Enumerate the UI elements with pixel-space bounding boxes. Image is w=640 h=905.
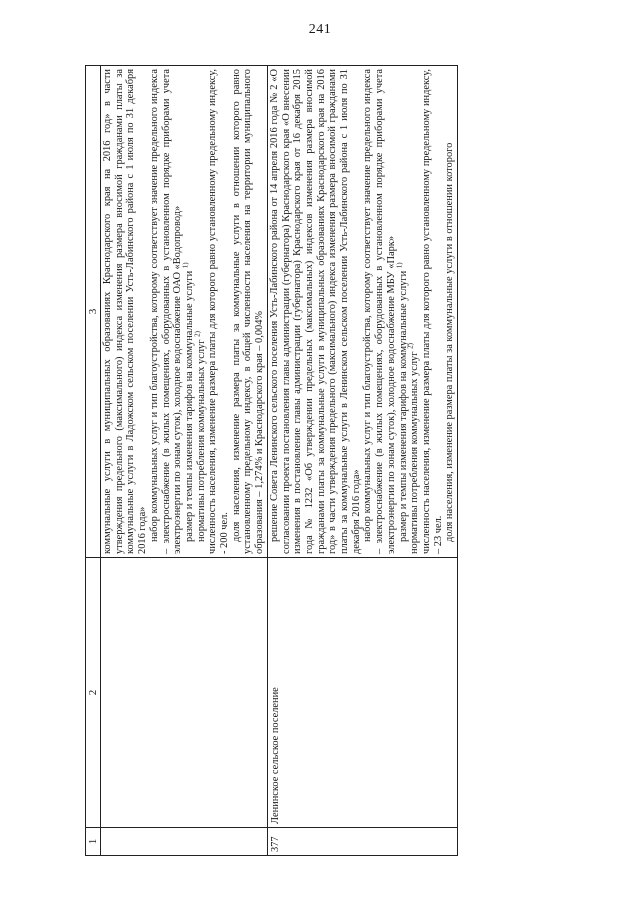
header-col-3: 3 — [86, 66, 101, 558]
paragraph-tariffs — [181, 69, 196, 554]
cell-settlement: Ленинское сельское поселение — [267, 558, 457, 828]
paragraph-share: доля населения, изменение размера платы за коммунальные услуги в отношении которого — [444, 142, 456, 542]
table-row-continuation — [101, 66, 268, 856]
footnote-marker: 1) — [395, 262, 404, 269]
cell-settlement — [101, 558, 268, 828]
header-col-2: 2 — [86, 558, 101, 828]
table-header-row — [86, 66, 101, 856]
services-table — [85, 65, 458, 856]
paragraph-share: доля населения, изменение размера платы за коммунальные услуги в отношении которого равно установленному предельному индексу, в общей численности населения на территории муниципального образования – 1,274% и Краснодарского края – 0,004% — [230, 69, 266, 554]
cell-number — [101, 828, 268, 856]
paragraph-population: численность населения, изменение размера платы для которого равно установленному предельному индексу, – 23 чел. — [420, 69, 444, 554]
footnote-marker: 2) — [406, 343, 415, 349]
cell-description — [267, 66, 457, 558]
paragraph-decision: коммунальные услуги в муниципальных образованиях Краснодарского края на 2016 год» в части утверждения предельного (максимального) индекса изменения размера вносимой гражданами платы за коммунальные услуги в Ладожском сельском поселении Усть-Лабинского района с 1 июля по 31 декабря 2016 года» — [102, 69, 149, 554]
cell-number: 377 — [267, 828, 457, 856]
rotated-table-wrapper — [85, 66, 605, 856]
tariffs-text: размер и темпы изменения тарифов на коммунальные услуги — [183, 270, 195, 542]
norms-text: нормативы потребления коммунальных услуг — [409, 351, 421, 554]
paragraph-norms — [406, 69, 421, 554]
paragraph-decision: решение Совета Ленинского сельского поселения Усть-Лабинского района от 14 апреля 2016 года № 2 «О согласовании проекта постановления главы администрации (губернатора) Краснодарского края «О внесении изменения в постановление главы администрации (губернатора) Краснодарского края от 16 декабря 2015 года № 1232 «Об утверждении предельных (максимальных) индексов изменения размера вносимой гражданами платы за коммунальные услуги в муниципальных образованиях Краснодарского края на 2016 год» в части утверждения предельного (максимального) индекса изменения размера вносимой гражданами платы за коммунальные услуги в Ленинском сельском поселении Усть-Лабинского района с 1 июля по 31 декабря 2016 года» — [268, 69, 362, 554]
cell-description — [101, 66, 268, 558]
table-row-377 — [267, 66, 457, 856]
paragraph-population: численность населения, изменение размера платы для которого равно установленному предельному индексу, - 200 чел. — [207, 69, 231, 554]
paragraph-tariffs — [395, 69, 410, 554]
footnote-marker: 2) — [193, 331, 202, 337]
paragraph-norms — [193, 69, 208, 554]
paragraph-service-set: набор коммунальных услуг и тип благоустройства, которому соответствует значение предельного индекса – электроснабжение (в жилых помещениях, оборудованных в установленном порядке приборами учета электроэнергии по зонам суток), холодное водоснабжение ОАО «Водопровод» — [148, 69, 184, 554]
page-number: 241 — [308, 22, 332, 37]
norms-text: нормативы потребления коммунальных услуг — [195, 339, 207, 542]
tariffs-text: размер и темпы изменения тарифов на коммунальные услуги — [397, 270, 409, 542]
header-col-1: 1 — [86, 828, 101, 856]
footnote-marker: 1) — [181, 262, 190, 269]
paragraph-service-set: набор коммунальных услуг и тип благоустройства, которому соответствует значение предельного индекса – электроснабжение (в жилых помещениях, оборудованных в установленном порядке приборами учета электроэнергии по зонам суток), холодное водоснабжение МБУ «Парк» — [362, 69, 397, 554]
